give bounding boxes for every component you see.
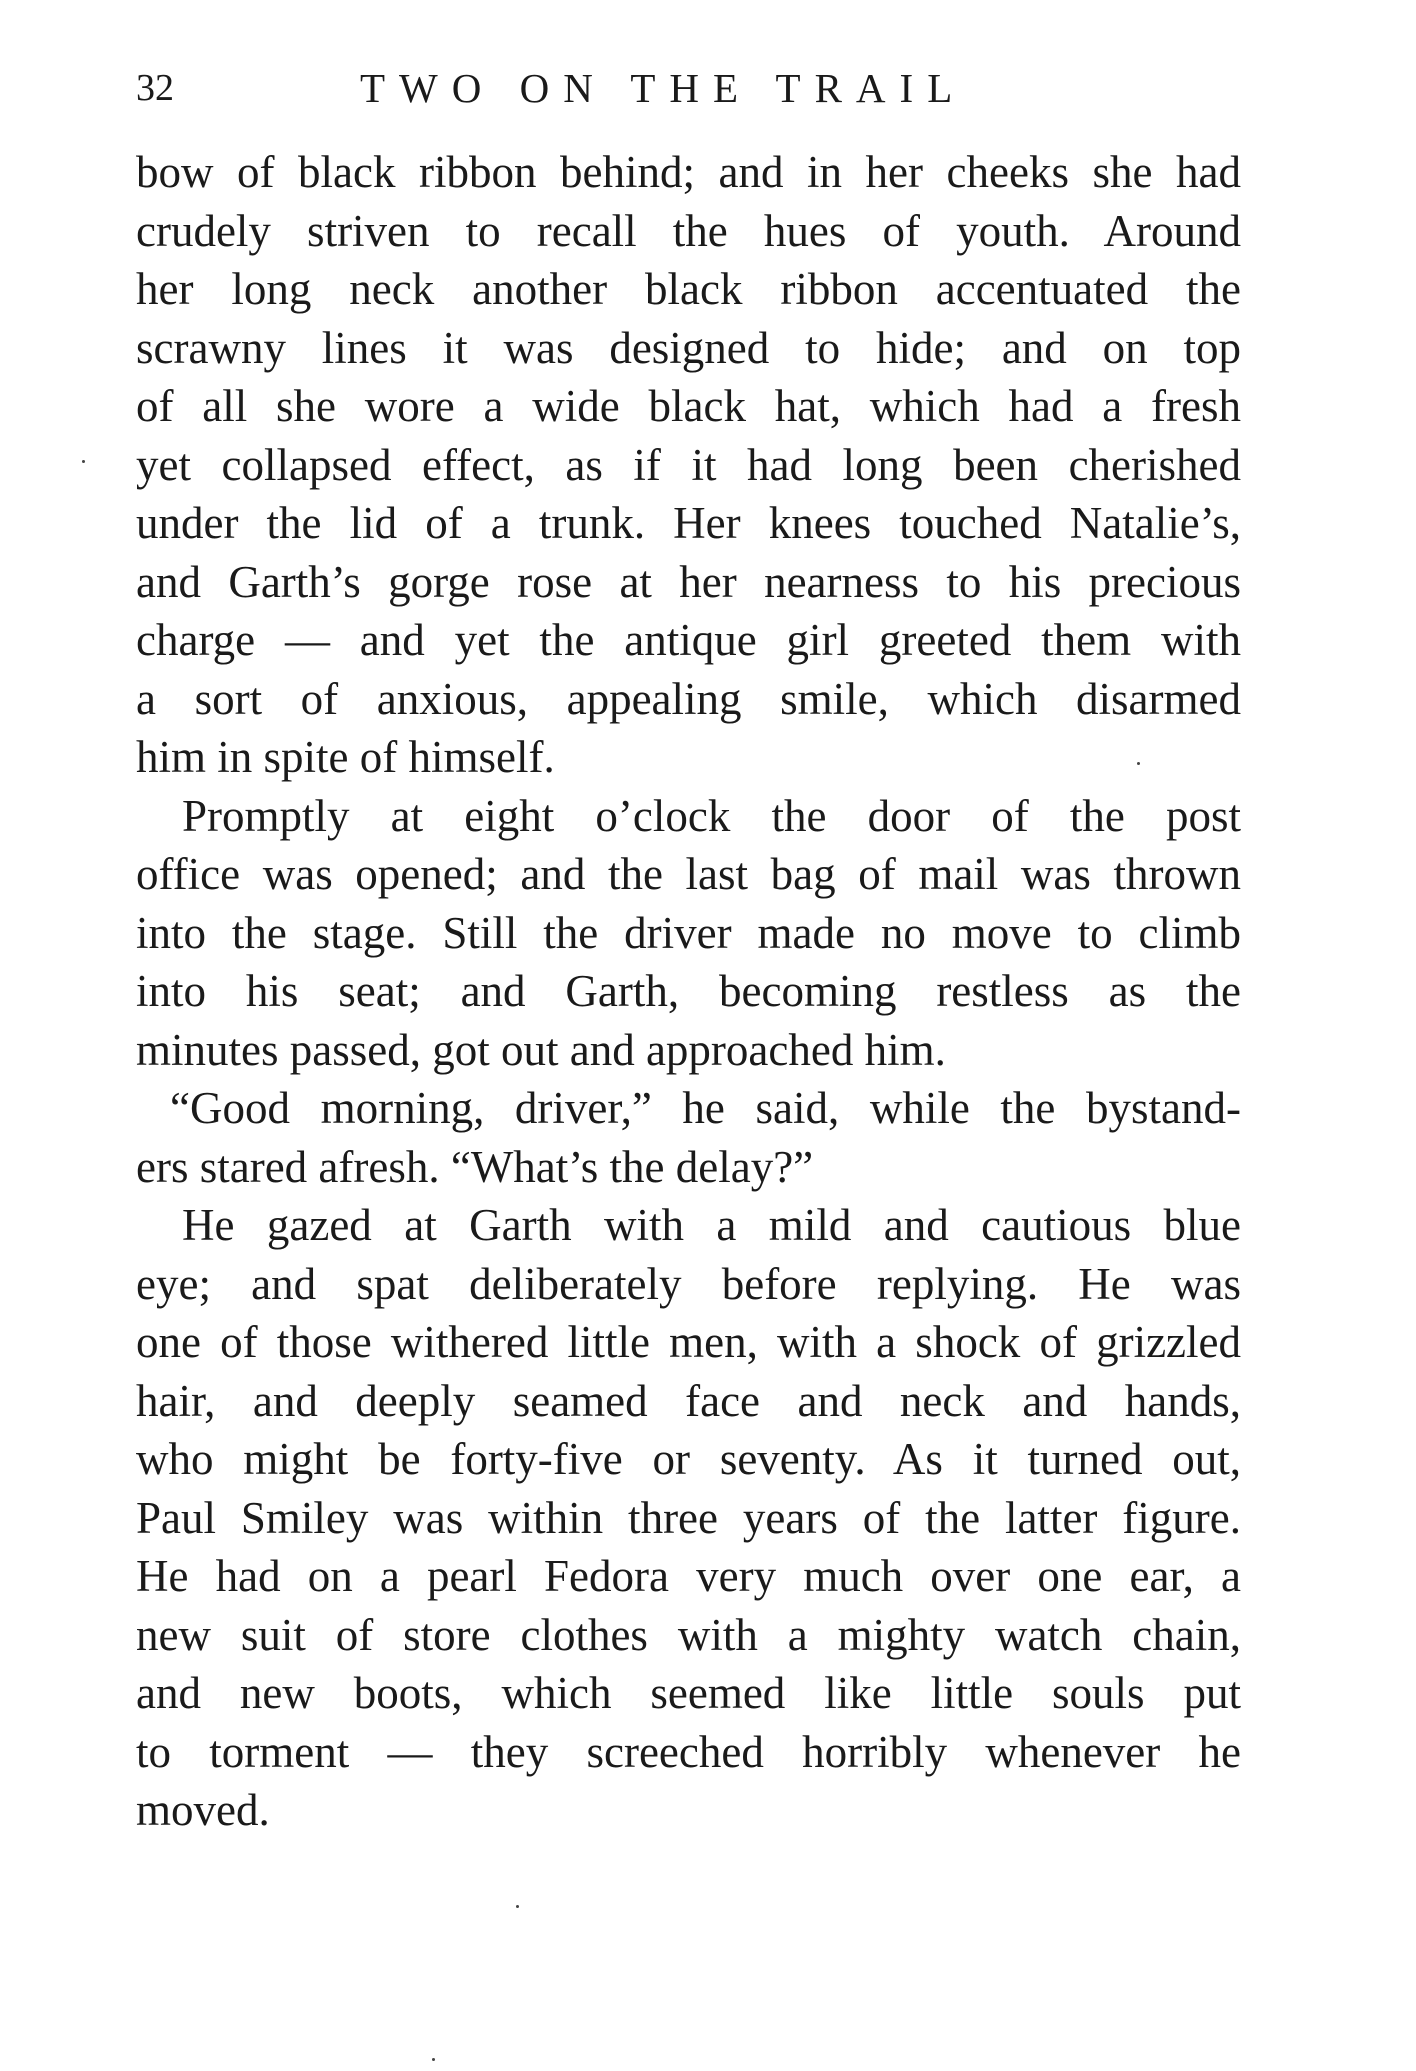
text-line: Promptly at eight o’clock the door of the post <box>182 790 1241 841</box>
text-line: under the lid of a trunk. Her knees touched Natalie’s, <box>136 498 1241 548</box>
print-speck <box>1137 762 1140 765</box>
text-line: new suit of store clothes with a mighty watch chain, <box>136 1609 1241 1660</box>
text-line: “Good morning, driver,” he said, while the bystand- <box>170 1083 1241 1133</box>
text-line: office was opened; and the last bag of mail was thrown <box>136 849 1241 899</box>
text-line: to torment — they screeched horribly whenever he <box>136 1726 1241 1777</box>
text-line: of all she wore a wide black hat, which had a fresh <box>136 381 1241 431</box>
text-line: yet collapsed effect, as if it had long been cherished <box>136 439 1241 490</box>
text-line: charge — and yet the antique girl greeted them with <box>136 615 1241 665</box>
paragraph <box>136 1196 1241 1840</box>
text-line: minutes passed, got out and approached him. <box>136 1024 946 1075</box>
body-text <box>136 143 1241 1840</box>
text-line: who might be forty-five or seventy. As it turned out, <box>136 1434 1241 1484</box>
text-line: moved. <box>136 1785 270 1835</box>
text-line: him in spite of himself. <box>136 732 555 782</box>
print-speck <box>82 460 85 463</box>
text-line: and new boots, which seemed like little souls put <box>136 1668 1241 1718</box>
text-line: her long neck another black ribbon accentuated the <box>136 264 1241 314</box>
paragraph <box>136 143 1241 787</box>
text-line: He gazed at Garth with a mild and cautious blue <box>182 1200 1241 1250</box>
text-line: one of those withered little men, with a shock of grizzled <box>136 1317 1241 1367</box>
page-number: 32 <box>136 67 174 109</box>
text-line: He had on a pearl Fedora very much over one ear, a <box>136 1551 1241 1601</box>
text-line: into his seat; and Garth, becoming restless as the <box>136 966 1241 1016</box>
text-line: and Garth’s gorge rose at her nearness to his precious <box>136 556 1241 607</box>
paragraph <box>136 787 1241 1080</box>
book-title: TWO ON THE TRAIL <box>360 65 967 111</box>
text-line: bow of black ribbon behind; and in her cheeks she had <box>136 147 1241 197</box>
running-head <box>136 58 1241 118</box>
text-line: Paul Smiley was within three years of the latter figure. <box>136 1492 1241 1543</box>
print-speck <box>516 1905 519 1908</box>
text-line: hair, and deeply seamed face and neck and hands, <box>136 1375 1241 1426</box>
text-line: scrawny lines it was designed to hide; and on top <box>136 322 1241 373</box>
text-line: ers stared afresh. “What’s the delay?” <box>136 1141 814 1192</box>
text-line: crudely striven to recall the hues of youth. Around <box>136 205 1241 256</box>
text-line: a sort of anxious, appealing smile, which disarmed <box>136 673 1241 724</box>
text-line: eye; and spat deliberately before replying. He was <box>136 1258 1241 1309</box>
text-line: into the stage. Still the driver made no move to climb <box>136 907 1241 958</box>
print-speck <box>432 2058 435 2061</box>
paragraph <box>136 1079 1241 1196</box>
